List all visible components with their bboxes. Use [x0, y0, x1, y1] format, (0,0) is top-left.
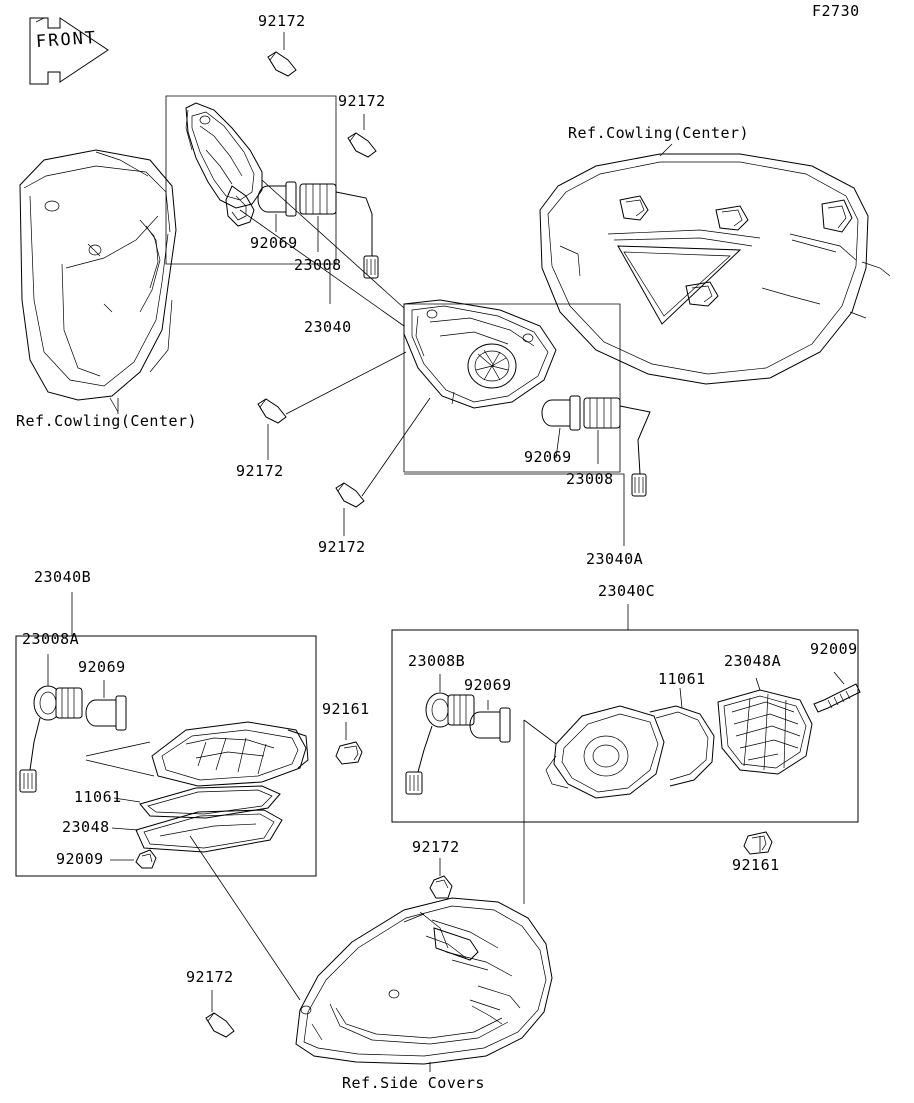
front-left-signal-body: [186, 103, 262, 226]
screw-92009-right: [814, 684, 860, 712]
front-right-signal-body: [404, 300, 556, 408]
callout-92069-mid: 92069: [524, 448, 572, 466]
bolt-92172-f: [430, 876, 452, 898]
callout-23040c: 23040C: [598, 582, 656, 600]
callout-92069-top: 92069: [250, 234, 298, 252]
turn-signal-housing-right: [546, 706, 714, 798]
bulb-92069-top: [258, 182, 296, 216]
drawing-number: F2730: [812, 2, 860, 20]
callout-92172-mid-low: 92172: [318, 538, 366, 556]
bolt-92172-a: [268, 52, 296, 76]
clip-92161-right: [744, 832, 772, 854]
callout-92009-right: 92009: [810, 640, 858, 658]
socket-23008a: [20, 686, 82, 792]
callout-23008-top: 23008: [294, 256, 342, 274]
callout-92161-right: 92161: [732, 856, 780, 874]
callout-92069-right: 92069: [464, 676, 512, 694]
right-cowling-part: [540, 154, 890, 384]
ref-cowling-center-right-label: Ref.Cowling(Center): [568, 124, 750, 142]
callout-92009-left: 92009: [56, 850, 104, 868]
callout-23040a: 23040A: [586, 550, 644, 568]
callout-23008-mid: 23008: [566, 470, 614, 488]
bolt-92172-e: [206, 1013, 234, 1037]
callout-23048: 23048: [62, 818, 110, 836]
callout-92172-top-left: 92172: [258, 12, 306, 30]
ref-cowling-center-left-label: Ref.Cowling(Center): [16, 412, 198, 430]
callout-11061-left: 11061: [74, 788, 122, 806]
group-box-23040b: [16, 636, 316, 876]
callout-92172-bottom-left: 92172: [186, 968, 234, 986]
callout-92069-left: 92069: [78, 658, 126, 676]
callout-92161-left: 92161: [322, 700, 370, 718]
ref-side-covers-label: Ref.Side Covers: [342, 1074, 485, 1092]
callout-23040: 23040: [304, 318, 352, 336]
callout-23040b: 23040B: [34, 568, 92, 586]
turn-signal-lens-left: [136, 722, 308, 852]
callout-11061-right: 11061: [658, 670, 706, 688]
bolt-92172-b: [348, 133, 376, 157]
front-marker-label: FRONT: [35, 27, 98, 53]
leader-lines: [48, 32, 844, 1072]
bolt-92172-c: [258, 399, 286, 423]
bulb-92069-lowerleft: [86, 696, 126, 730]
callout-23008b: 23008B: [408, 652, 466, 670]
socket-23008b: [406, 693, 474, 794]
nut-92009-left: [136, 850, 156, 868]
callout-92172-mid-left: 92172: [236, 462, 284, 480]
callout-92172-bottom-mid: 92172: [412, 838, 460, 856]
turn-signal-lens-right: [718, 690, 812, 774]
bulb-92069-lowerright: [470, 708, 510, 742]
callout-23048a: 23048A: [724, 652, 782, 670]
side-cover-part: [296, 898, 552, 1064]
clip-92161-left: [336, 742, 362, 764]
callout-92172-top-right: 92172: [338, 92, 386, 110]
left-cowling-part: [20, 150, 176, 412]
bolt-92172-d: [336, 483, 364, 507]
callout-23008a: 23008A: [22, 630, 80, 648]
bulb-92069-mid: [542, 396, 580, 430]
